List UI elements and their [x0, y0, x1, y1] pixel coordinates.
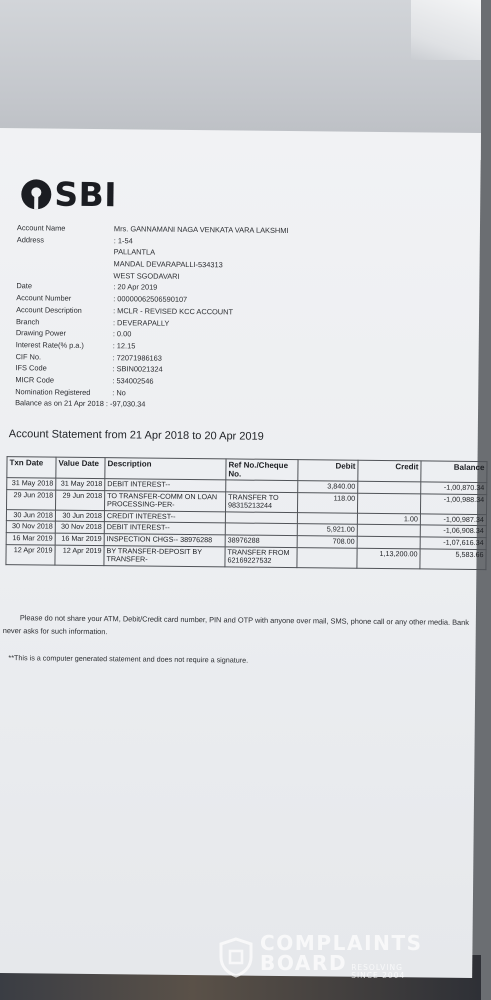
value-date-cell: 30 Jun 2018	[55, 510, 104, 522]
detail-label: Account Description	[16, 304, 82, 315]
credit-cell	[358, 481, 421, 493]
detail-label: Account Number	[16, 293, 72, 303]
detail-label: Nomination Registered	[15, 386, 91, 397]
detail-value: : 1-54	[113, 235, 133, 246]
detail-label: Interest Rate(% p.a.)	[15, 340, 84, 350]
txn-date-cell: 16 Mar 2019	[6, 533, 55, 545]
statement-content	[0, 128, 485, 978]
detail-value: : 00000062506590107	[113, 294, 188, 305]
credit-cell	[357, 525, 420, 537]
detail-label: Date	[16, 281, 33, 291]
detail-label: Address	[16, 234, 45, 245]
statement-title: Account Statement from 21 Apr 2018 to 20 Apr 2019	[8, 428, 264, 443]
statement-paper	[0, 128, 485, 978]
debit-cell: 708.00	[297, 536, 357, 548]
detail-value: WEST SGODAVARI	[113, 270, 180, 281]
background-corner	[411, 0, 481, 60]
balance-cell: -1,06,908.34	[420, 525, 486, 537]
table-row	[6, 544, 486, 569]
col-value-date: Value Date	[56, 457, 105, 479]
ref-cell	[225, 512, 297, 524]
watermark-tag1: RESOLVING	[351, 963, 403, 972]
col-ref-no: Ref No./Cheque No.	[226, 459, 298, 481]
sbi-logo-icon	[21, 179, 51, 209]
credit-cell	[357, 493, 420, 514]
ref-cell: TRANSFER FROM 62169227532	[225, 546, 297, 567]
balance-line: Balance as on 21 Apr 2018 : -97,030.34	[15, 398, 146, 409]
description-cell: DEBIT INTEREST--	[104, 522, 225, 535]
value-date-cell: 12 Apr 2019	[55, 545, 104, 566]
ref-cell: TRANSFER TO 98315213244	[225, 491, 297, 512]
description-cell: TO TRANSFER-COMM ON LOAN PROCESSING-PER-	[105, 490, 226, 511]
description-cell: BY TRANSFER-DEPOSIT BY TRANSFER-	[104, 545, 225, 566]
detail-value: PALLANTLA	[113, 247, 156, 258]
detail-value: : SBIN0021324	[112, 364, 163, 374]
balance-cell: 5,583.66	[420, 548, 486, 569]
col-txn-date: Txn Date	[7, 457, 56, 479]
detail-value: : 72071986163	[112, 352, 162, 363]
txn-date-cell: 31 May 2018	[7, 478, 56, 490]
detail-label: Account Name	[16, 223, 66, 233]
description-cell: CREDIT INTEREST--	[104, 510, 225, 523]
txn-date-cell: 30 Nov 2018	[6, 521, 55, 533]
shield-icon	[218, 937, 254, 977]
detail-label: MICR Code	[15, 375, 55, 385]
account-details	[15, 222, 289, 410]
ref-cell: 38976288	[225, 535, 297, 547]
col-debit: Debit	[298, 460, 358, 482]
watermark-text	[260, 933, 423, 980]
watermark	[218, 933, 423, 980]
ref-cell	[225, 523, 297, 535]
detail-value: Mrs. GANNAMANI NAGA VENKATA VARA LAKSHMI	[113, 224, 289, 236]
detail-label: Drawing Power	[15, 328, 67, 338]
detail-value: : MCLR - REVISED KCC ACCOUNT	[113, 306, 234, 317]
security-note: Please do not share your ATM, Debit/Credit card number, PIN and OTP with anyone over mail, SMS, phone call or any other media. Bank never asks for such information.	[2, 613, 470, 636]
detail-value: : 12.15	[112, 341, 136, 351]
txn-date-cell: 29 Jun 2018	[7, 489, 56, 510]
detail-value: MANDAL DEVARAPALLI-534313	[113, 259, 223, 270]
detail-value: : 534002546	[112, 376, 154, 386]
txn-date-cell: 12 Apr 2019	[6, 544, 55, 565]
balance-cell: -1,07,616.34	[420, 537, 486, 549]
detail-value: : 20 Apr 2019	[113, 282, 158, 293]
detail-value: : No	[112, 387, 126, 397]
value-date-cell: 31 May 2018	[56, 478, 105, 490]
value-date-cell: 30 Nov 2018	[55, 521, 104, 533]
computer-generated-note: **This is a computer generated statement and does not require a signature.	[8, 653, 249, 665]
description-cell: DEBIT INTEREST--	[105, 479, 226, 492]
value-date-cell: 29 Jun 2018	[56, 490, 105, 511]
watermark-tag2: SINCE 2004	[351, 971, 406, 980]
credit-cell: 1.00	[357, 513, 420, 525]
debit-cell	[297, 512, 357, 524]
watermark-line1: COMPLAINTS	[260, 931, 423, 955]
detail-label: IFS Code	[15, 363, 47, 373]
transactions-table	[5, 456, 487, 570]
value-date-cell: 16 Mar 2019	[55, 533, 104, 545]
col-credit: Credit	[358, 460, 421, 482]
sbi-logo	[21, 174, 117, 214]
sbi-logo-text: SBI	[54, 174, 118, 215]
debit-cell: 3,840.00	[298, 481, 358, 493]
balance-cell: -1,00,870.34	[421, 482, 487, 494]
txn-date-cell: 30 Jun 2018	[6, 509, 55, 521]
balance-cell: -1,00,988.34	[420, 494, 486, 515]
ref-cell	[226, 480, 298, 492]
credit-cell	[357, 536, 420, 548]
credit-cell: 1,13,200.00	[357, 548, 420, 569]
debit-cell: 118.00	[297, 492, 357, 513]
col-description: Description	[105, 458, 226, 480]
debit-cell	[297, 547, 357, 568]
detail-label: CIF No.	[15, 351, 42, 362]
balance-cell: -1,00,987.34	[420, 514, 486, 526]
debit-cell: 5,921.00	[297, 524, 357, 536]
description-cell: INSPECTION CHGS-- 38976288	[104, 534, 225, 547]
watermark-line2: BOARD	[260, 951, 348, 975]
transactions-body	[6, 478, 487, 570]
detail-value: : 0.00	[112, 329, 132, 339]
detail-label: Branch	[15, 316, 40, 326]
detail-value: : DEVERAPALLY	[112, 317, 170, 328]
col-balance: Balance	[421, 461, 487, 483]
